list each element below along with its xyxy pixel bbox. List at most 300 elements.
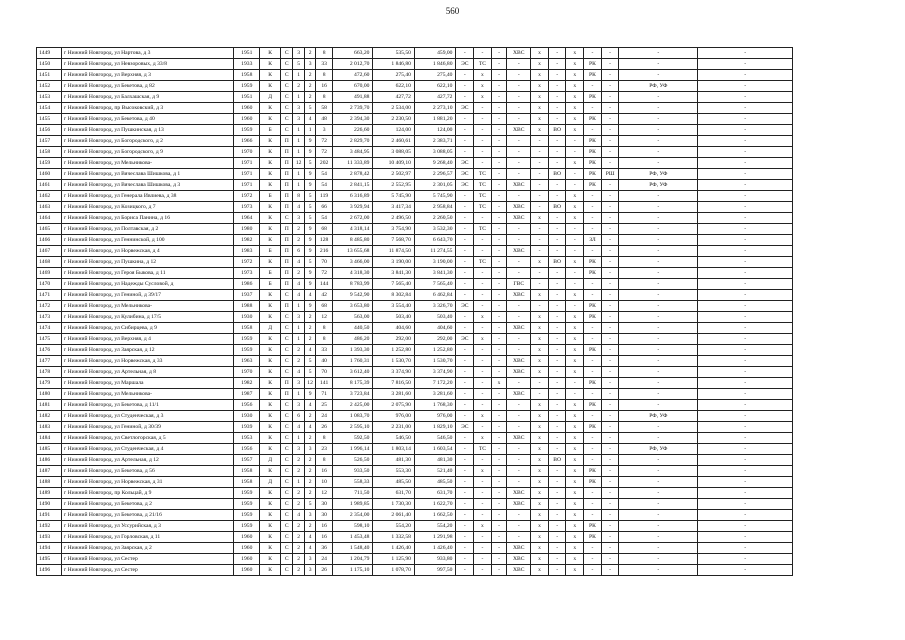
housing-registry-table [36, 47, 793, 576]
row-number-cell: 1484 [37, 433, 62, 444]
floors-cell: 3 [304, 59, 315, 70]
wall-material-cell: К [260, 543, 281, 554]
repair-basement-cell: - [601, 433, 619, 444]
private-area-cell: 1 426,40 [414, 543, 456, 554]
entrances-cell: 6 [293, 246, 304, 257]
private-area-cell: 459,00 [414, 48, 456, 59]
row-number-cell: 1483 [37, 422, 62, 433]
repair-electric-cell: - [456, 70, 474, 81]
repair-electric-cell: - [456, 213, 474, 224]
repair-sewer-cell: х [531, 510, 549, 521]
table-row [37, 510, 793, 521]
wall-material-cell: Д [260, 323, 281, 334]
repair-gas-cell: - [491, 444, 507, 455]
entrances-cell: 2 [293, 521, 304, 532]
total-area-cell: 8 783,99 [332, 279, 373, 290]
repair-fund-cell: - [619, 103, 698, 114]
series-cell: П [281, 191, 293, 202]
living-area-cell: 2 534,00 [373, 103, 415, 114]
repair-electric-cell: ЭС [456, 103, 474, 114]
living-area-cell: 2 502,97 [373, 169, 415, 180]
series-cell: П [281, 268, 293, 279]
series-cell: П [281, 136, 293, 147]
total-area-cell: 2 739,70 [332, 103, 373, 114]
floors-cell: 9 [304, 301, 315, 312]
repair-heat-cell: ТС [474, 202, 492, 213]
repair-fund-cell: - [619, 466, 698, 477]
total-area-cell: 598,10 [332, 521, 373, 532]
notes-cell: - [698, 477, 793, 488]
repair-sewer-cell: х [531, 488, 549, 499]
repair-basement-cell: - [601, 378, 619, 389]
build-year-cell: 1983 [234, 246, 260, 257]
total-area-cell: 9 542,90 [332, 290, 373, 301]
repair-facade-cell: - [566, 246, 584, 257]
repair-drain-cell: ВО [548, 455, 566, 466]
build-year-cell: 1960 [234, 554, 260, 565]
total-area-cell: 3 466,00 [332, 257, 373, 268]
entrances-cell: 4 [293, 290, 304, 301]
apartments-cell: 25 [316, 400, 333, 411]
apartments-cell: 70 [316, 257, 333, 268]
private-area-cell: 1 846,80 [414, 59, 456, 70]
row-number-cell: 1478 [37, 367, 62, 378]
repair-water-cell: - [507, 466, 531, 477]
floors-cell: 5 [304, 103, 315, 114]
living-area-cell: 5 745,90 [373, 191, 415, 202]
notes-cell: - [698, 103, 793, 114]
entrances-cell: 1 [293, 389, 304, 400]
repair-fund-cell: - [619, 48, 698, 59]
repair-facade-cell: х [566, 543, 584, 554]
build-year-cell: 1960 [234, 565, 260, 576]
repair-fund-cell: - [619, 213, 698, 224]
living-area-cell: 7 565,40 [373, 279, 415, 290]
notes-cell: - [698, 554, 793, 565]
repair-heat-cell: х [474, 312, 492, 323]
notes-cell: - [698, 81, 793, 92]
repair-heat-cell: - [474, 246, 492, 257]
total-area-cell: 1 204,79 [332, 554, 373, 565]
notes-cell: - [698, 444, 793, 455]
repair-electric-cell: - [456, 444, 474, 455]
repair-heat-cell: - [474, 125, 492, 136]
repair-basement-cell: - [601, 334, 619, 345]
wall-material-cell: Д [260, 477, 281, 488]
repair-facade-cell: х [566, 213, 584, 224]
entrances-cell: 3 [293, 114, 304, 125]
repair-fund-cell: - [619, 455, 698, 466]
wall-material-cell: К [260, 158, 281, 169]
wall-material-cell: К [260, 59, 281, 70]
series-cell: С [281, 334, 293, 345]
repair-facade-cell: - [566, 180, 584, 191]
repair-electric-cell: - [456, 389, 474, 400]
repair-drain-cell: - [548, 279, 566, 290]
repair-fund-cell: - [619, 279, 698, 290]
repair-roof-cell: РК [584, 301, 602, 312]
private-area-cell: 997,50 [414, 565, 456, 576]
row-number-cell: 1490 [37, 499, 62, 510]
repair-fund-cell: - [619, 312, 698, 323]
private-area-cell: 1 622,70 [414, 499, 456, 510]
notes-cell: - [698, 202, 793, 213]
repair-drain-cell: - [548, 345, 566, 356]
repair-roof-cell: РК [584, 312, 602, 323]
apartments-cell: 72 [316, 147, 333, 158]
repair-roof-cell: РК [584, 169, 602, 180]
row-number-cell: 1489 [37, 488, 62, 499]
row-number-cell: 1456 [37, 125, 62, 136]
floors-cell: 5 [304, 356, 315, 367]
repair-water-cell: - [507, 268, 531, 279]
floors-cell: 4 [304, 345, 315, 356]
total-area-cell: 4 318,30 [332, 268, 373, 279]
table-row [37, 48, 793, 59]
repair-water-cell: - [507, 169, 531, 180]
repair-facade-cell: - [566, 169, 584, 180]
repair-drain-cell: - [548, 499, 566, 510]
repair-fund-cell: - [619, 147, 698, 158]
repair-basement-cell: - [601, 312, 619, 323]
private-area-cell: 3 532,30 [414, 224, 456, 235]
total-area-cell: 3 612,40 [332, 367, 373, 378]
wall-material-cell: К [260, 367, 281, 378]
living-area-cell: 1 530,70 [373, 356, 415, 367]
private-area-cell: 1 603,54 [414, 444, 456, 455]
notes-cell: - [698, 147, 793, 158]
build-year-cell: 1972 [234, 191, 260, 202]
private-area-cell: 503,40 [414, 312, 456, 323]
notes-cell: - [698, 246, 793, 257]
row-number-cell: 1462 [37, 191, 62, 202]
repair-water-cell: - [507, 92, 531, 103]
total-area-cell: 1 989,85 [332, 499, 373, 510]
floors-cell: 2 [304, 48, 315, 59]
private-area-cell: 3 281,60 [414, 389, 456, 400]
entrances-cell: 2 [293, 532, 304, 543]
floors-cell: 5 [304, 499, 315, 510]
entrances-cell: 2 [293, 345, 304, 356]
repair-roof-cell: РК [584, 521, 602, 532]
wall-material-cell: К [260, 235, 281, 246]
repair-fund-cell: РФ, УФ [619, 411, 698, 422]
build-year-cell: 1959 [234, 125, 260, 136]
repair-facade-cell: х [566, 356, 584, 367]
apartments-cell: 72 [316, 136, 333, 147]
repair-facade-cell: х [566, 323, 584, 334]
series-cell: П [281, 202, 293, 213]
repair-fund-cell: - [619, 158, 698, 169]
entrances-cell: 4 [293, 279, 304, 290]
repair-sewer-cell: - [531, 158, 549, 169]
series-cell: С [281, 48, 293, 59]
private-area-cell: 521,40 [414, 466, 456, 477]
notes-cell: - [698, 356, 793, 367]
address-cell: г Нижний Новгород, ул Надежды Сусловой, д [61, 279, 233, 290]
series-cell: П [281, 224, 293, 235]
repair-facade-cell: х [566, 367, 584, 378]
floors-cell: 2 [304, 334, 315, 345]
entrances-cell: 1 [293, 147, 304, 158]
total-area-cell: 2 829,70 [332, 136, 373, 147]
series-cell: С [281, 510, 293, 521]
repair-gas-cell: - [491, 334, 507, 345]
row-number-cell: 1459 [37, 158, 62, 169]
repair-water-cell: - [507, 345, 531, 356]
table-row [37, 136, 793, 147]
living-area-cell: 2 075,90 [373, 400, 415, 411]
repair-fund-cell: - [619, 499, 698, 510]
private-area-cell: 1 291,98 [414, 532, 456, 543]
build-year-cell: 1957 [234, 455, 260, 466]
private-area-cell: 1 768,30 [414, 400, 456, 411]
repair-electric-cell: - [456, 202, 474, 213]
repair-electric-cell: ЭС [456, 180, 474, 191]
repair-water-cell: - [507, 147, 531, 158]
repair-electric-cell: - [456, 488, 474, 499]
notes-cell: - [698, 48, 793, 59]
repair-facade-cell: х [566, 103, 584, 114]
repair-roof-cell: РК [584, 257, 602, 268]
floors-cell: 2 [304, 433, 315, 444]
private-area-cell: 6 643,70 [414, 235, 456, 246]
notes-cell: - [698, 290, 793, 301]
floors-cell: 3 [304, 565, 315, 576]
entrances-cell: 4 [293, 510, 304, 521]
apartments-cell: 54 [316, 169, 333, 180]
apartments-cell: 42 [316, 290, 333, 301]
notes-cell: - [698, 378, 793, 389]
build-year-cell: 1960 [234, 103, 260, 114]
living-area-cell: 10 409,10 [373, 158, 415, 169]
total-area-cell: 933,50 [332, 466, 373, 477]
notes-cell: - [698, 565, 793, 576]
entrances-cell: 3 [293, 213, 304, 224]
total-area-cell: 472,60 [332, 70, 373, 81]
table-row [37, 378, 793, 389]
repair-electric-cell: - [456, 378, 474, 389]
repair-facade-cell: х [566, 411, 584, 422]
repair-gas-cell: - [491, 312, 507, 323]
apartments-cell: 16 [316, 466, 333, 477]
notes-cell: - [698, 488, 793, 499]
total-area-cell: 1 760,31 [332, 356, 373, 367]
repair-facade-cell: - [566, 224, 584, 235]
floors-cell: 4 [304, 290, 315, 301]
repair-gas-cell: - [491, 532, 507, 543]
repair-facade-cell: х [566, 422, 584, 433]
wall-material-cell: К [260, 532, 281, 543]
table-row [37, 356, 793, 367]
address-cell: г Нижний Новгород, ул Кулибина, д 17/5 [61, 312, 233, 323]
floors-cell: 5 [304, 158, 315, 169]
apartments-cell: 36 [316, 543, 333, 554]
floors-cell: 9 [304, 136, 315, 147]
repair-gas-cell: - [491, 345, 507, 356]
row-number-cell: 1496 [37, 565, 62, 576]
repair-drain-cell: - [548, 422, 566, 433]
series-cell: П [281, 158, 293, 169]
repair-gas-cell: - [491, 433, 507, 444]
entrances-cell: 12 [293, 158, 304, 169]
address-cell: г Нижний Новгород, ул Вячеслава Шишкова, д 1 [61, 169, 233, 180]
address-cell: г Нижний Новгород, пр Высоковский, д 3 [61, 103, 233, 114]
build-year-cell: 1980 [234, 224, 260, 235]
address-cell: г Нижний Новгород, ул Бориса Панина, д 16 [61, 213, 233, 224]
repair-facade-cell: х [566, 158, 584, 169]
private-area-cell: 631,70 [414, 488, 456, 499]
repair-basement-cell: - [601, 444, 619, 455]
repair-roof-cell: - [584, 202, 602, 213]
table-row [37, 70, 793, 81]
series-cell: С [281, 411, 293, 422]
repair-gas-cell: - [491, 411, 507, 422]
address-cell: г Нижний Новгород, ул Бекетова, д 2 [61, 499, 233, 510]
build-year-cell: 1958 [234, 323, 260, 334]
repair-roof-cell: - [584, 246, 602, 257]
repair-facade-cell: х [566, 466, 584, 477]
row-number-cell: 1476 [37, 345, 62, 356]
repair-electric-cell: ЭС [456, 334, 474, 345]
table-row [37, 147, 793, 158]
floors-cell: 3 [304, 510, 315, 521]
repair-heat-cell: - [474, 378, 492, 389]
build-year-cell: 1959 [234, 510, 260, 521]
apartments-cell: 58 [316, 103, 333, 114]
repair-roof-cell: РК [584, 268, 602, 279]
repair-fund-cell: - [619, 334, 698, 345]
table-row [37, 268, 793, 279]
floors-cell: 12 [304, 378, 315, 389]
build-year-cell: 1971 [234, 158, 260, 169]
total-area-cell: 226,60 [332, 125, 373, 136]
address-cell: г Нижний Новгород, ул Мельникова- [61, 389, 233, 400]
wall-material-cell: К [260, 48, 281, 59]
series-cell: П [281, 378, 293, 389]
wall-material-cell: К [260, 81, 281, 92]
repair-heat-cell: х [474, 334, 492, 345]
repair-gas-cell: - [491, 114, 507, 125]
repair-roof-cell: ЗЛ [584, 235, 602, 246]
repair-sewer-cell: х [531, 92, 549, 103]
private-area-cell: 481,30 [414, 455, 456, 466]
living-area-cell: 1 730,30 [373, 499, 415, 510]
build-year-cell: 1959 [234, 81, 260, 92]
floors-cell: 2 [304, 521, 315, 532]
private-area-cell: 2 383,71 [414, 136, 456, 147]
series-cell: П [281, 279, 293, 290]
floors-cell: 9 [304, 279, 315, 290]
repair-fund-cell: - [619, 477, 698, 488]
build-year-cell: 1953 [234, 433, 260, 444]
repair-gas-cell: - [491, 521, 507, 532]
repair-facade-cell: х [566, 92, 584, 103]
total-area-cell: 526,50 [332, 455, 373, 466]
build-year-cell: 1956 [234, 400, 260, 411]
repair-heat-cell: ТС [474, 59, 492, 70]
repair-sewer-cell: х [531, 213, 549, 224]
repair-roof-cell: - [584, 81, 602, 92]
repair-water-cell: - [507, 114, 531, 125]
repair-roof-cell: - [584, 290, 602, 301]
repair-drain-cell: ВО [548, 257, 566, 268]
repair-basement-cell: - [601, 356, 619, 367]
private-area-cell: 1 662,50 [414, 510, 456, 521]
repair-basement-cell: - [601, 180, 619, 191]
repair-drain-cell: - [548, 488, 566, 499]
wall-material-cell: К [260, 345, 281, 356]
repair-sewer-cell: - [531, 147, 549, 158]
apartments-cell: 68 [316, 224, 333, 235]
private-area-cell: 11 274,55 [414, 246, 456, 257]
apartments-cell: 3 [316, 125, 333, 136]
repair-gas-cell: - [491, 125, 507, 136]
build-year-cell: 1939 [234, 422, 260, 433]
entrances-cell: 3 [293, 378, 304, 389]
living-area-cell: 2 230,50 [373, 114, 415, 125]
address-cell: г Нижний Новгород, ул Студенческая, д 3 [61, 411, 233, 422]
living-area-cell: 3 281,60 [373, 389, 415, 400]
floors-cell: 5 [304, 191, 315, 202]
repair-electric-cell: - [456, 323, 474, 334]
repair-drain-cell: - [548, 378, 566, 389]
entrances-cell: 1 [293, 323, 304, 334]
repair-roof-cell: - [584, 444, 602, 455]
wall-material-cell: К [260, 444, 281, 455]
repair-gas-cell: - [491, 466, 507, 477]
repair-fund-cell: РФ, УФ [619, 180, 698, 191]
repair-drain-cell: - [548, 444, 566, 455]
entrances-cell: 3 [293, 103, 304, 114]
repair-heat-cell: ТС [474, 444, 492, 455]
repair-facade-cell: х [566, 444, 584, 455]
repair-gas-cell: - [491, 279, 507, 290]
address-cell: г Нижний Новгород, ул Мельникова- [61, 158, 233, 169]
total-area-cell: 3 723,84 [332, 389, 373, 400]
living-area-cell: 292,00 [373, 334, 415, 345]
apartments-cell: 30 [316, 499, 333, 510]
repair-facade-cell: х [566, 345, 584, 356]
repair-basement-cell: - [601, 477, 619, 488]
table-row [37, 301, 793, 312]
living-area-cell: 1 426,40 [373, 543, 415, 554]
wall-material-cell: К [260, 213, 281, 224]
repair-water-cell: ХВС [507, 48, 531, 59]
living-area-cell: 1 332,58 [373, 532, 415, 543]
repair-drain-cell: - [548, 59, 566, 70]
private-area-cell: 7 172,20 [414, 378, 456, 389]
living-area-cell: 2 552,95 [373, 180, 415, 191]
wall-material-cell: К [260, 499, 281, 510]
wall-material-cell: Б [260, 125, 281, 136]
floors-cell: 4 [304, 422, 315, 433]
repair-sewer-cell: х [531, 521, 549, 532]
repair-fund-cell: - [619, 345, 698, 356]
entrances-cell: 3 [293, 48, 304, 59]
build-year-cell: 1972 [234, 257, 260, 268]
apartments-cell: 8 [316, 92, 333, 103]
repair-heat-cell: - [474, 422, 492, 433]
repair-sewer-cell: х [531, 466, 549, 477]
entrances-cell: 2 [293, 268, 304, 279]
series-cell: С [281, 565, 293, 576]
series-cell: С [281, 81, 293, 92]
floors-cell: 4 [304, 114, 315, 125]
repair-electric-cell: ЭС [456, 158, 474, 169]
build-year-cell: 1959 [234, 345, 260, 356]
repair-electric-cell: ЭС [456, 59, 474, 70]
